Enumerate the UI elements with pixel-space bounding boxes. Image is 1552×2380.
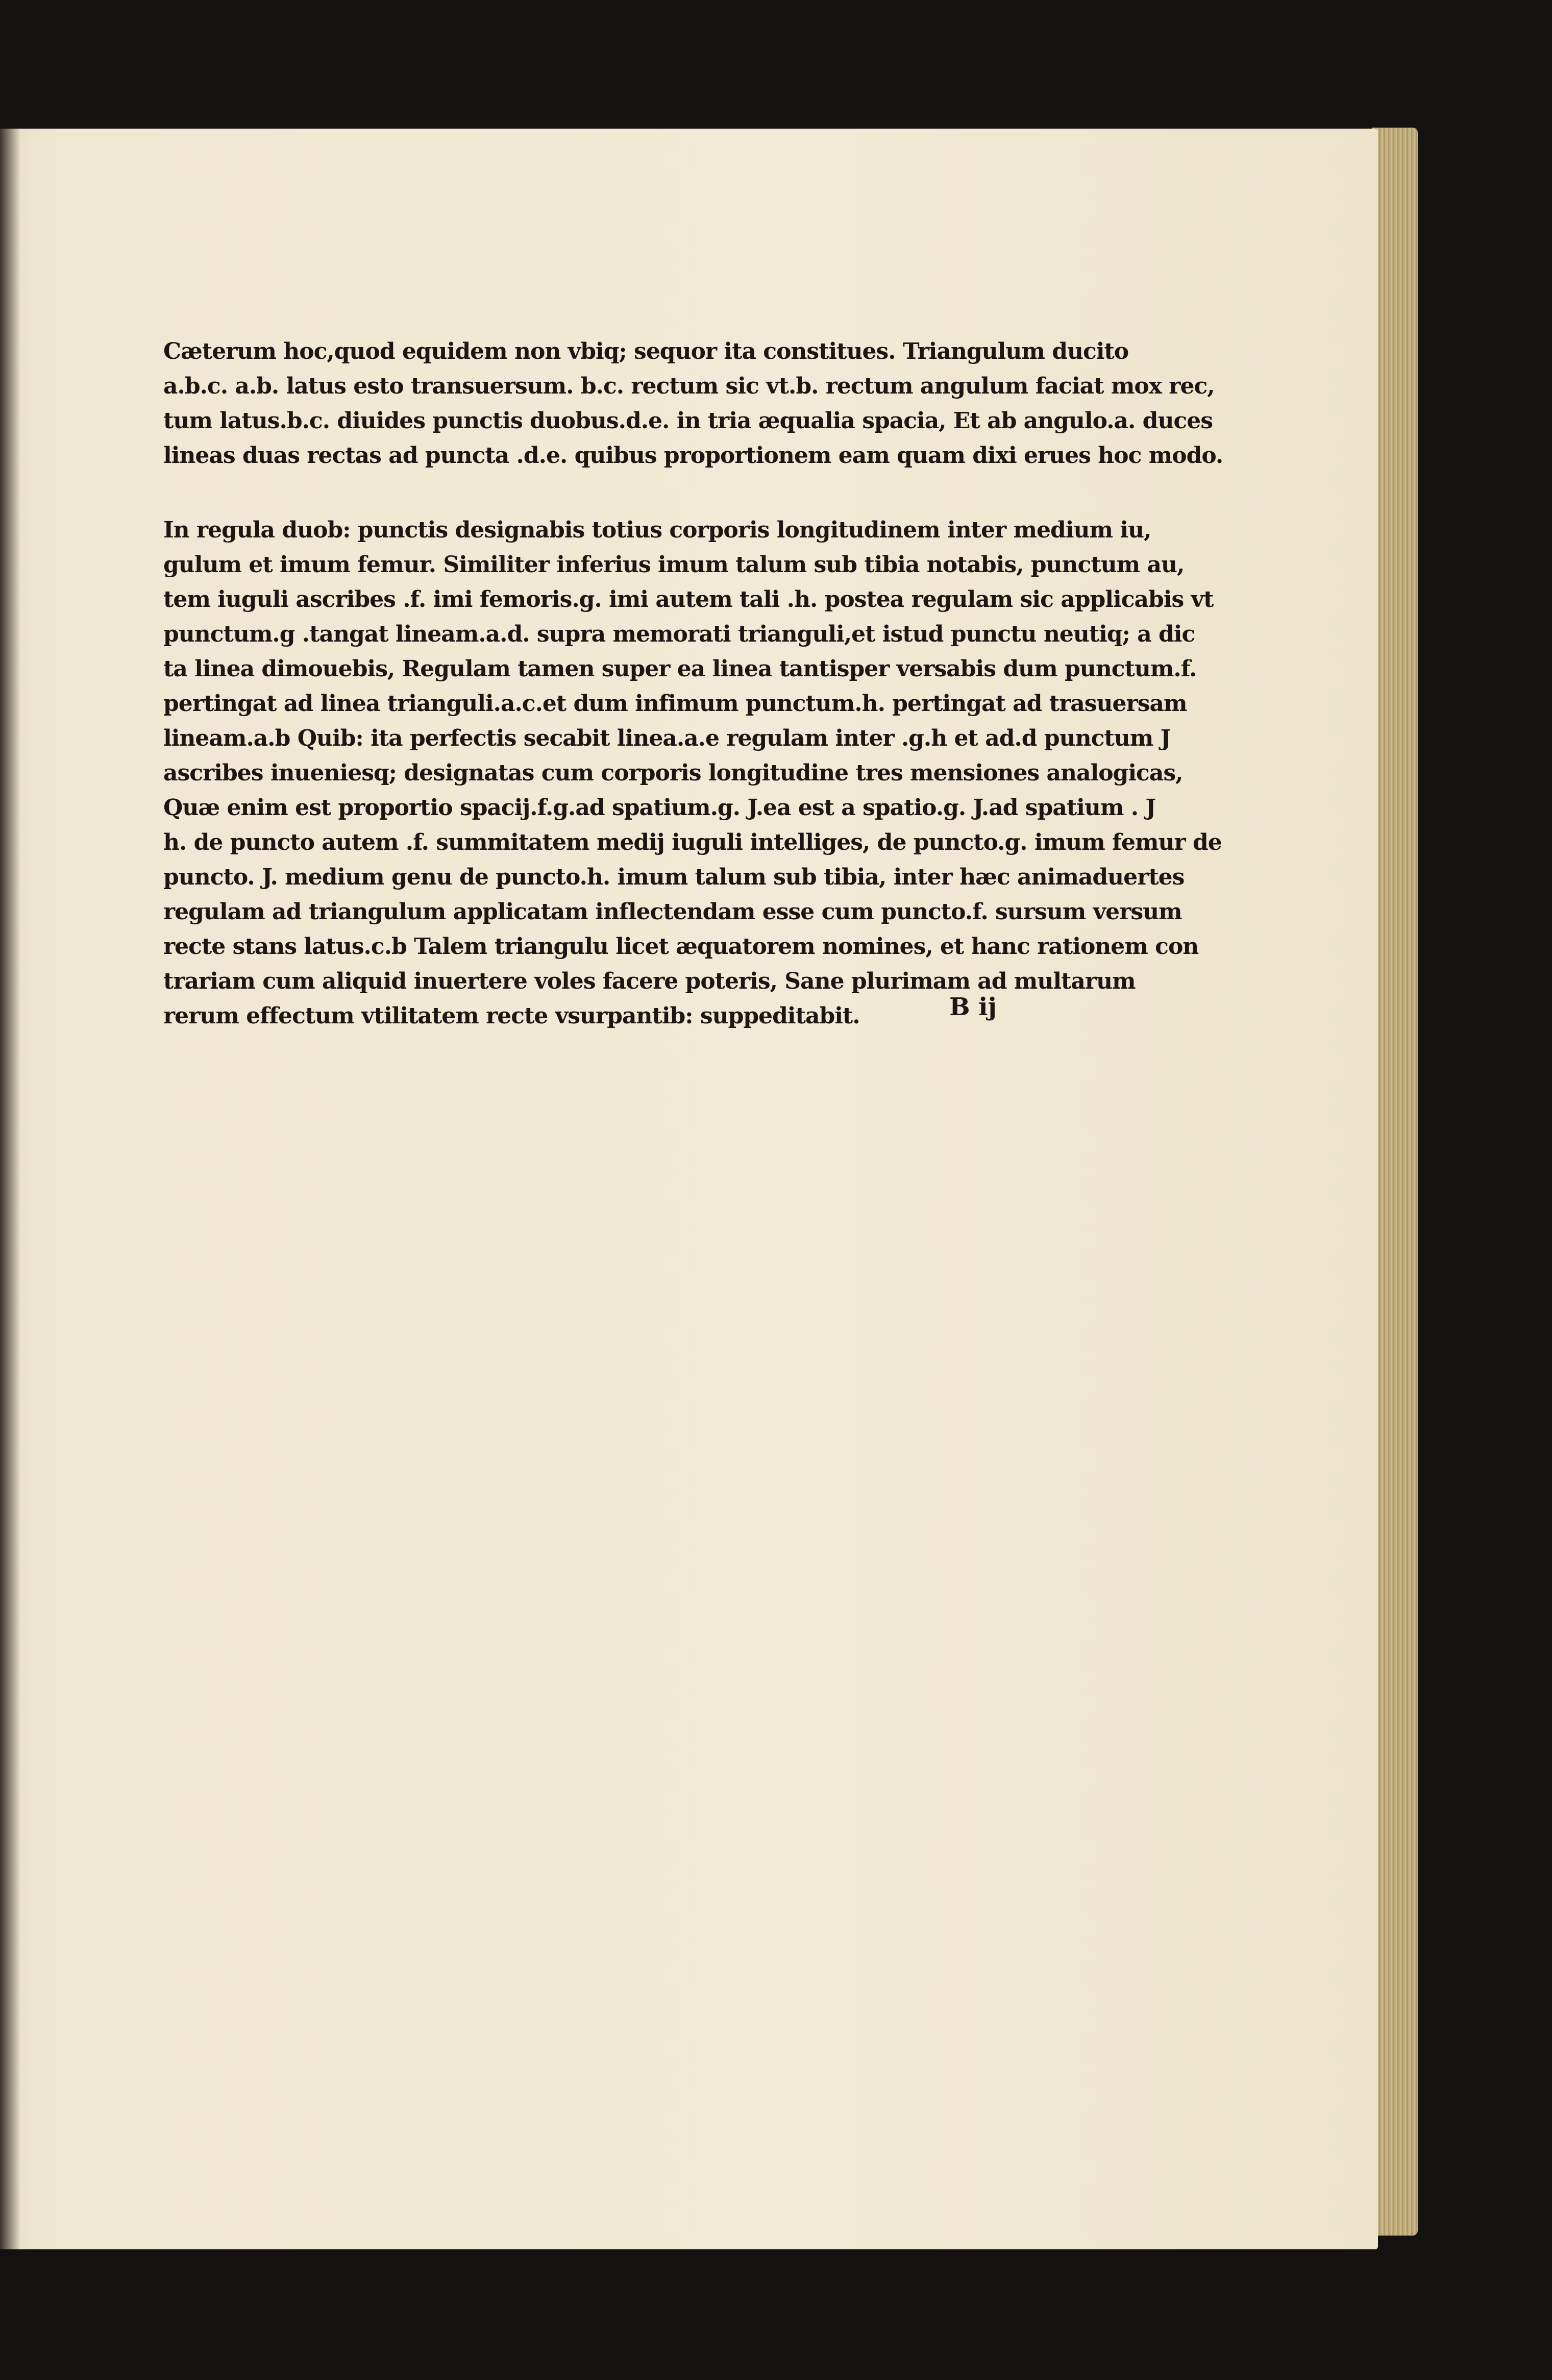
text-line: pertingat ad linea trianguli.a.c.et dum infimum punctum.h. pertingat ad trasuersam (163, 691, 1187, 717)
signature-mark: B ij (949, 993, 997, 1021)
text-line: tem iuguli ascribes .f. imi femoris.g. imi autem tali .h. postea regulam sic applicabis vt (163, 586, 1214, 612)
text-line: ta linea dimouebis, Regulam tamen super ea linea tantisper versabis dum punctum.f. (163, 656, 1197, 682)
text-block (163, 334, 1223, 1034)
text-line: h. de puncto autem .f. summitatem medij iuguli intelliges, de puncto.g. imum femur de (163, 829, 1222, 855)
text-line: tum latus.b.c. diuides punctis duobus.d.e. in tria æqualia spacia, Et ab angulo.a. duces (163, 408, 1213, 434)
text-line: lineas duas rectas ad puncta .d.e. quibus proportionem eam quam dixi erues hoc modo. (163, 443, 1223, 469)
paragraph-1 (163, 334, 1223, 473)
text-line: recte stans latus.c.b Talem triangulu licet æquatorem nomines, et hanc rationem con (163, 934, 1199, 960)
page-gutter-shadow (0, 129, 20, 2249)
text-line: gulum et imum femur. Similiter inferius imum talum sub tibia notabis, punctum au, (163, 552, 1185, 578)
page-edges (1372, 128, 1418, 2236)
paragraph-2 (163, 513, 1222, 1034)
text-line: trariam cum aliquid inuertere voles facere poteris, Sane plurimam ad multarum (163, 968, 1136, 994)
text-line: Cæterum hoc,quod equidem non vbiq; sequor ita constitues. Triangulum ducito (163, 338, 1129, 364)
text-line: a.b.c. a.b. latus esto transuersum. b.c. rectum sic vt.b. rectum angulum faciat mox rec, (163, 373, 1215, 399)
text-line: puncto. J. medium genu de puncto.h. imum talum sub tibia, inter hæc animaduertes (163, 864, 1185, 890)
text-line: rerum effectum vtilitatem recte vsurpantib: suppeditabit. (163, 1003, 860, 1029)
text-line: In regula duob: punctis designabis totius corporis longitudinem inter medium iu, (163, 517, 1151, 543)
text-line: punctum.g .tangat lineam.a.d. supra memorati trianguli,et istud punctu neutiq; a dic (163, 621, 1195, 647)
text-line: lineam.a.b Quib: ita perfectis secabit linea.a.e regulam inter .g.h et ad.d punctum J (163, 725, 1171, 751)
text-line: Quæ enim est proportio spacij.f.g.ad spatium.g. J.ea est a spatio.g. J.ad spatium . J (163, 795, 1156, 821)
text-line: ascribes inueniesq; designatas cum corporis longitudine tres mensiones analogicas, (163, 760, 1183, 786)
text-line: regulam ad triangulum applicatam inflectendam esse cum puncto.f. sursum versum (163, 899, 1182, 925)
